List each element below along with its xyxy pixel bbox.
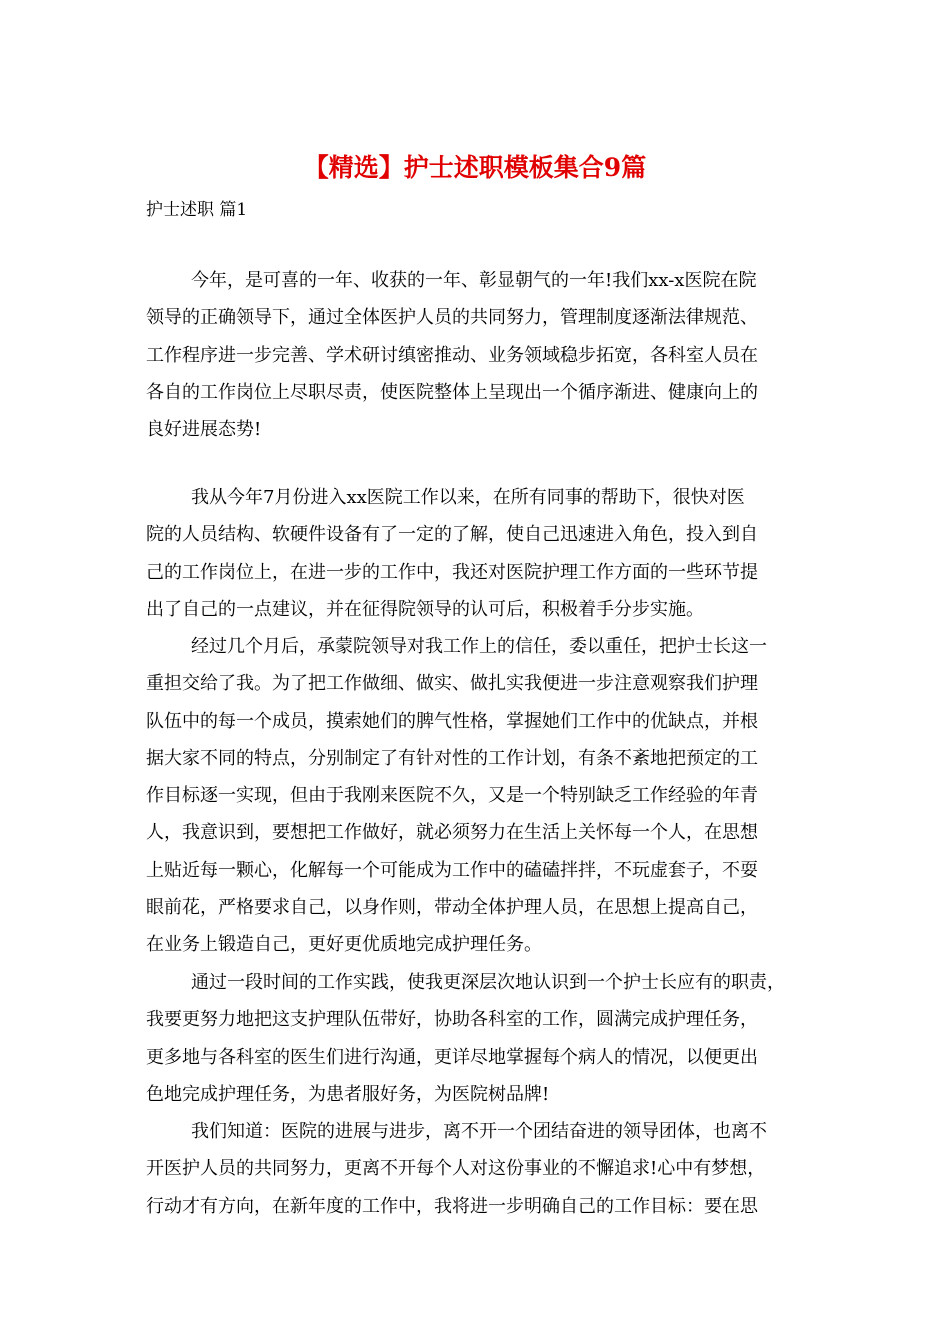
paragraph-4 [146, 964, 785, 1113]
paragraph-5 [146, 1113, 767, 1225]
paragraph-line: 在业务上锻造自己，更好更优质地完成护理任务。 [146, 934, 542, 956]
paragraph-line: 各自的工作岗位上尽职尽责，使医院整体上呈现出一个循序渐进、健康向上的 [146, 381, 758, 403]
paragraph-line: 行动才有方向，在新年度的工作中，我将进一步明确自己的工作目标：要在思 [146, 1195, 758, 1217]
paragraph-line: 队伍中的每一个成员，摸索她们的脾气性格，掌握她们工作中的优缺点，并根 [146, 710, 758, 732]
paragraph-line: 我从今年7月份进入xx医院工作以来，在所有同事的帮助下，很快对医 [191, 487, 745, 508]
paragraph-line: 己的工作岗位上，在进一步的工作中，我还对医院护理工作方面的一些环节提 [146, 561, 758, 583]
document-title: 【精选】护士述职模板集合9篇 [303, 153, 647, 182]
paragraph-line: 院的人员结构、软硬件设备有了一定的了解，使自己迅速进入角色，投入到自 [146, 524, 758, 546]
paragraph-line: 作目标逐一实现，但由于我刚来医院不久，又是一个特别缺乏工作经验的年青 [146, 785, 758, 807]
paragraph-line: 人，我意识到，要想把工作做好，就必须努力在生活上关怀每一个人，在思想 [146, 822, 758, 844]
paragraph-line: 领导的正确领导下，通过全体医护人员的共同努力，管理制度逐渐法律规范、 [146, 307, 758, 329]
paragraph-line: 上贴近每一颗心，化解每一个可能成为工作中的磕磕拌拌，不玩虚套子，不耍 [146, 859, 758, 881]
paragraph-line: 我要更努力地把这支护理队伍带好，协助各科室的工作，圆满完成护理任务， [146, 1009, 758, 1031]
paragraph-1 [146, 262, 758, 448]
paragraph-line: 色地完成护理任务，为患者服好务，为医院树品牌! [146, 1083, 550, 1105]
paragraph-line: 开医护人员的共同努力，更离不开每个人对这份事业的不懈追求!心中有梦想， [146, 1158, 766, 1180]
paragraph-line: 出了自己的一点建议，并在征得院领导的认可后，积极着手分步实施。 [146, 598, 704, 620]
paragraph-2 [146, 479, 758, 628]
paragraph-line: 重担交给了我。为了把工作做细、做实、做扎实我便进一步注意观察我们护理 [146, 673, 758, 695]
paragraph-line: 更多地与各科室的医生们进行沟通，更详尽地掌握每个病人的情况，以便更出 [146, 1046, 758, 1068]
section-heading: 护士述职 篇1 [146, 200, 248, 220]
paragraph-line: 据大家不同的特点，分别制定了有针对性的工作计划，有条不紊地把预定的工 [146, 747, 758, 769]
paragraph-line: 工作程序进一步完善、学术研讨缜密推动、业务领域稳步拓宽，各科室人员在 [146, 344, 758, 366]
paragraph-line: 良好进展态势! [146, 419, 262, 441]
paragraph-line: 经过几个月后，承蒙院领导对我工作上的信任，委以重任，把护士长这一 [191, 636, 767, 657]
paragraph-line: 今年，是可喜的一年、收获的一年、彰显朝气的一年!我们xx-x医院在院 [191, 270, 757, 291]
paragraph-line: 通过一段时间的工作实践，使我更深层次地认识到一个护士长应有的职责， [191, 972, 785, 993]
paragraph-3 [146, 628, 767, 964]
paragraph-line: 我们知道：医院的进展与进步，离不开一个团结奋进的领导团体，也离不 [191, 1121, 767, 1142]
paragraph-line: 眼前花，严格要求自己，以身作则，带动全体护理人员，在思想上提高自己， [146, 897, 758, 919]
